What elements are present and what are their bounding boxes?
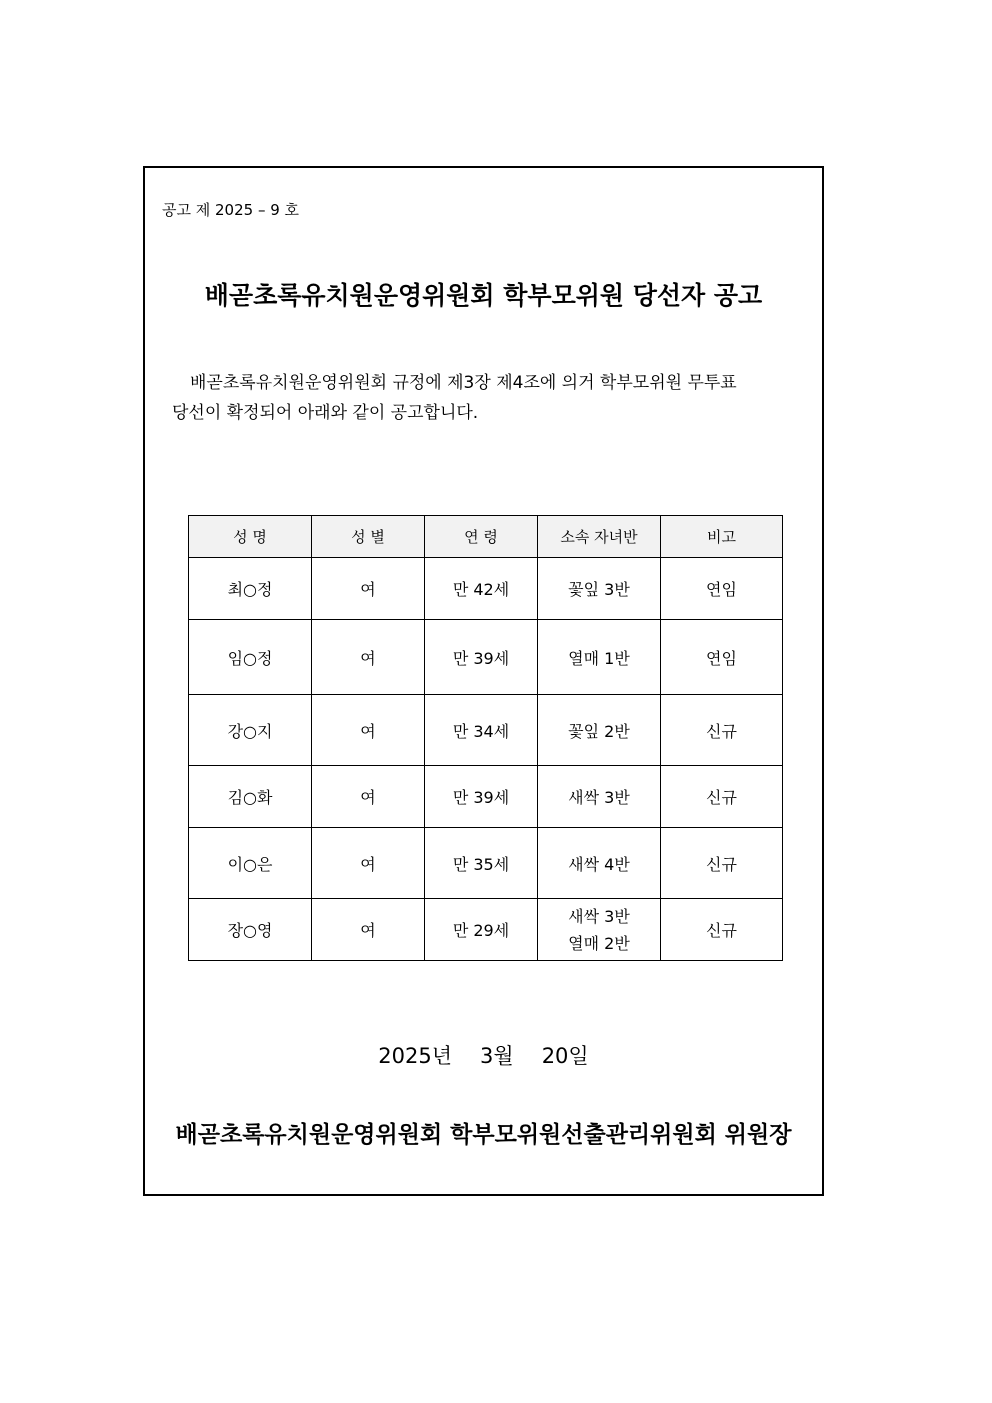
header-gender: 성 별: [312, 516, 425, 558]
cell-note: 신규: [661, 766, 783, 828]
cell-note: 연임: [661, 620, 783, 695]
cell-gender: 여: [312, 828, 425, 899]
date-day: 20일: [541, 1044, 589, 1068]
notice-body: [172, 368, 802, 428]
cell-gender: 여: [312, 766, 425, 828]
cell-class: 새싹 3반: [538, 766, 661, 828]
cell-note: 연임: [661, 558, 783, 620]
cell-gender: 여: [312, 620, 425, 695]
cell-note: 신규: [661, 828, 783, 899]
cell-class-line-1: 새싹 3반: [568, 906, 630, 926]
header-name: 성 명: [189, 516, 312, 558]
cell-age: 만 35세: [425, 828, 538, 899]
signer-line: 배곧초록유치원운영위원회 학부모위원선출관리위원회 위원장: [175, 1122, 792, 1148]
cell-name: 최○정: [189, 558, 312, 620]
cell-age: 만 29세: [425, 899, 538, 961]
table-header-row: [189, 516, 783, 558]
table-row: [189, 558, 783, 620]
elected-members-table: [188, 515, 783, 961]
cell-age: 만 39세: [425, 620, 538, 695]
cell-name: 김○화: [189, 766, 312, 828]
cell-class-line-2: 열매 2반: [568, 933, 630, 953]
cell-gender: 여: [312, 695, 425, 766]
table-row: [189, 766, 783, 828]
date-year: 2025년: [378, 1044, 453, 1068]
cell-note: 신규: [661, 899, 783, 961]
cell-name: 강○지: [189, 695, 312, 766]
header-class: 소속 자녀반: [538, 516, 661, 558]
cell-class: 꽃잎 3반: [538, 558, 661, 620]
table-row: [189, 899, 783, 961]
cell-class: 새싹 4반: [538, 828, 661, 899]
cell-age: 만 39세: [425, 766, 538, 828]
cell-gender: 여: [312, 899, 425, 961]
cell-gender: 여: [312, 558, 425, 620]
document-title: 배곧초록유치원운영위원회 학부모위원 당선자 공고: [204, 281, 763, 310]
notice-date: [143, 1040, 824, 1070]
notice-number: 공고 제 2025 – 9 호: [162, 201, 300, 219]
body-line-1: 배곧초록유치원운영위원회 규정에 제3장 제4조에 의거 학부모위원 무투표: [190, 373, 737, 393]
table-row: [189, 828, 783, 899]
cell-name: 이○은: [189, 828, 312, 899]
cell-class: 꽃잎 2반: [538, 695, 661, 766]
cell-name: 장○영: [189, 899, 312, 961]
cell-age: 만 34세: [425, 695, 538, 766]
date-month: 3월: [480, 1044, 514, 1068]
header-note: 비고: [661, 516, 783, 558]
cell-note: 신규: [661, 695, 783, 766]
header-age: 연 령: [425, 516, 538, 558]
cell-age: 만 42세: [425, 558, 538, 620]
cell-class: 열매 1반: [538, 620, 661, 695]
table-row: [189, 620, 783, 695]
table-row: [189, 695, 783, 766]
cell-name: 임○정: [189, 620, 312, 695]
cell-class: [538, 899, 661, 961]
body-line-2: 당선이 확정되어 아래와 같이 공고합니다.: [172, 403, 479, 423]
